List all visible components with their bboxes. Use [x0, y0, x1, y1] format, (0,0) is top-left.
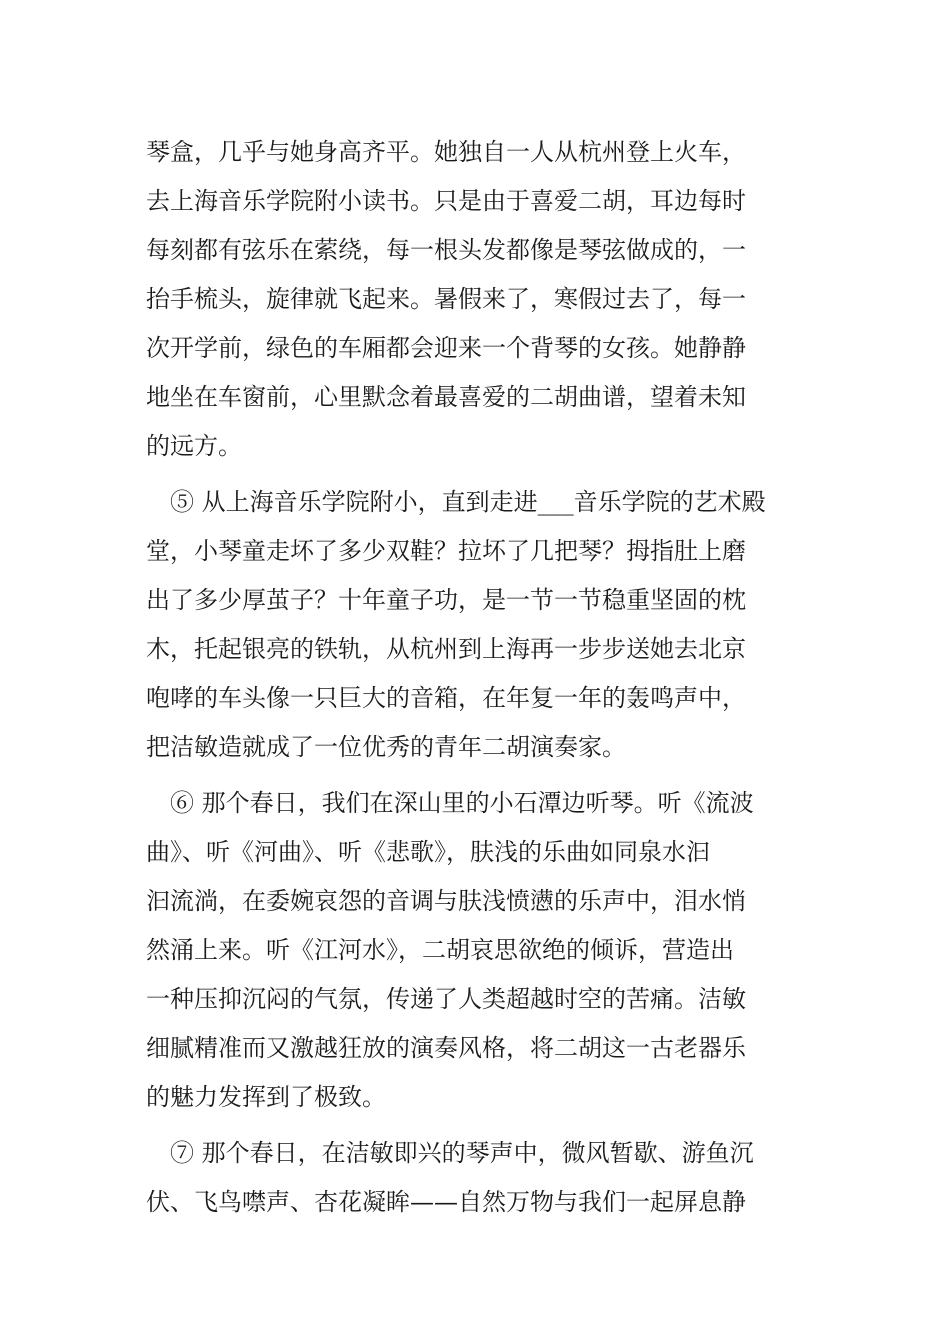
text-line: 出了多少厚茧子？十年童子功，是一节一节稳重坚固的枕: [146, 586, 746, 614]
paragraph-gap: [146, 772, 806, 779]
text-line: 的远方。: [146, 432, 242, 460]
paragraph-gap: [146, 471, 806, 478]
text-line: 咆哮的车头像一只巨大的音箱，在年复一年的轰鸣声中，: [146, 684, 746, 712]
text-line: 伏、飞鸟噤声、杏花凝眸——自然万物与我们一起屏息静: [146, 1188, 746, 1216]
text-line: 的魅力发挥到了极致。: [146, 1083, 386, 1111]
text-line: 堂，小琴童走坏了多少双鞋？拉坏了几把琴？拇指肚上磨: [146, 537, 746, 565]
text-line: 去上海音乐学院附小读书。只是由于喜爱二胡，耳边每时: [146, 187, 746, 215]
paragraph-7: [146, 1129, 806, 1227]
text-line: 地坐在车窗前，心里默念着最喜爱的二胡曲谱，望着未知: [146, 383, 746, 411]
text-line: ⑥ 那个春日，我们在深山里的小石潭边听琴。听《流波: [170, 789, 754, 817]
text-line: 琴盒，几乎与她身高齐平。她独自一人从杭州登上火车，: [146, 138, 746, 166]
text-line: 一种压抑沉闷的气氛，传递了人类超越时空的苦痛。洁敏: [146, 985, 746, 1013]
paragraph-5: [146, 478, 806, 772]
article-body: [146, 128, 806, 1227]
text-line: 把洁敏造就成了一位优秀的青年二胡演奏家。: [146, 733, 626, 761]
text-line: 细腻精准而又激越狂放的演奏风格，将二胡这一古老器乐: [146, 1034, 746, 1062]
paragraph-6: [146, 779, 806, 1122]
text-line: 每刻都有弦乐在萦绕，每一根头发都像是琴弦做成的，一: [146, 236, 746, 264]
text-line: 曲》、听《河曲》、听《悲歌》，肤浅的乐曲如同泉水汩: [146, 838, 710, 866]
text-line: ⑦ 那个春日，在洁敏即兴的琴声中，微风暂歇、游鱼沉: [170, 1139, 754, 1167]
text-line: 木，托起银亮的铁轨，从杭州到上海再一步步送她去北京: [146, 635, 746, 663]
text-line: 汩流淌，在委婉哀怨的音调与肤浅愤懑的乐声中，泪水悄: [146, 887, 746, 915]
text-line: 然涌上来。听《江河水》，二胡哀思欲绝的倾诉，营造出: [146, 936, 734, 964]
paragraph-4-tail: [146, 128, 806, 471]
text-line: 次开学前，绿色的车厢都会迎来一个背琴的女孩。她静静: [146, 334, 746, 362]
paragraph-gap: [146, 1122, 806, 1129]
text-line: ⑤ 从上海音乐学院附小，直到走进___音乐学院的艺术殿: [170, 488, 766, 516]
text-line: 抬手梳头，旋律就飞起来。暑假来了，寒假过去了，每一: [146, 285, 746, 313]
